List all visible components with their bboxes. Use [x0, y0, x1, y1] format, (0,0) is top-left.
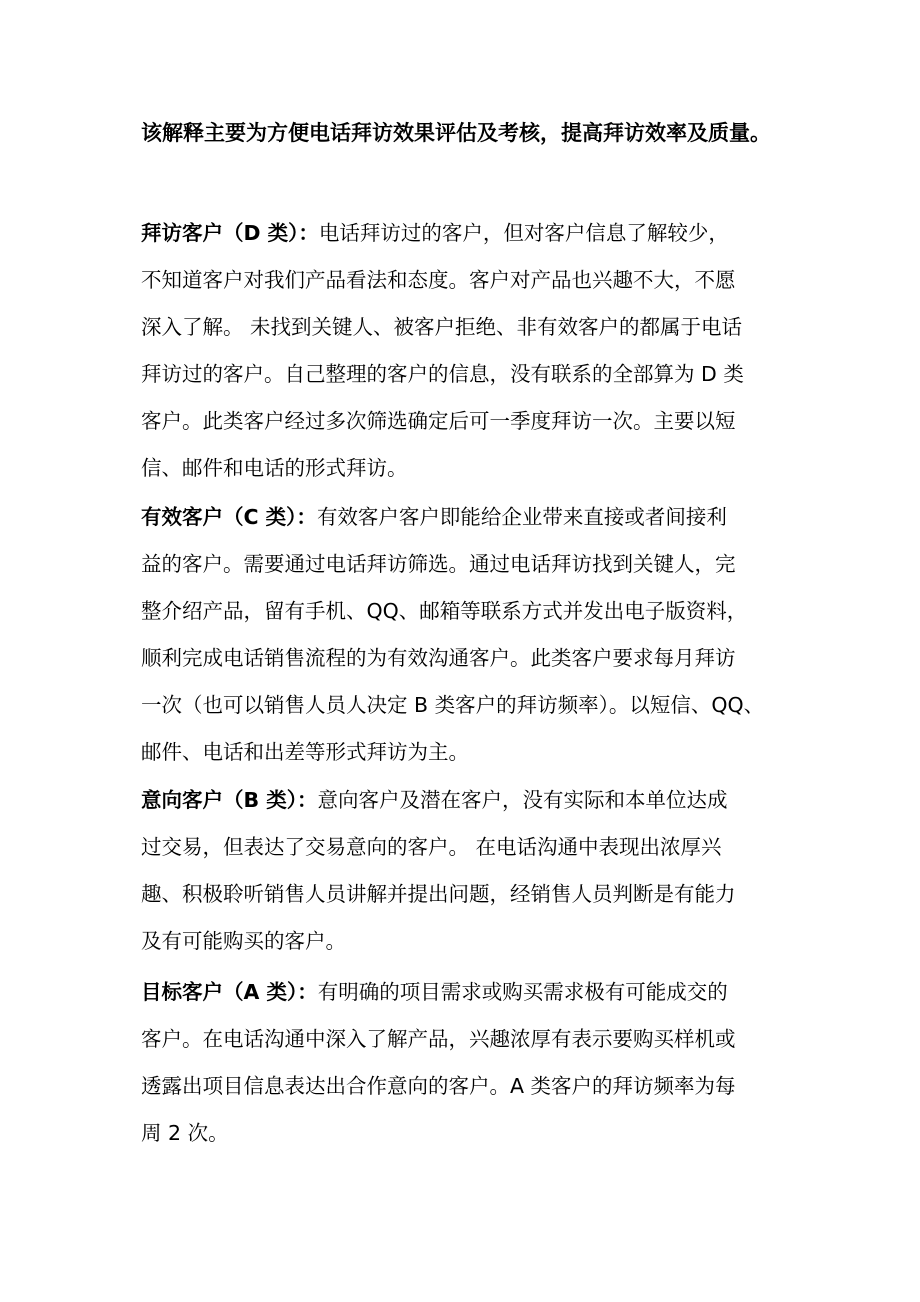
section-b-paragraph	[141, 777, 781, 965]
section-d-paragraph	[141, 210, 781, 492]
intro-heading: 该解释主要为方便电话拜访效果评估及考核，提高拜访效率及质量。	[141, 121, 771, 145]
section-c-line-5: 一次（也可以销售人员人决定 B 类客户的拜访频率）。以短信、QQ、	[141, 693, 765, 717]
section-a-line-3: 透露出项目信息表达出合作意向的客户。A 类客户的拜访频率为每	[141, 1074, 736, 1098]
section-b-line-1	[141, 777, 781, 824]
section-c-line-4: 顺利完成电话销售流程的为有效沟通客户。此类客户要求每月拜访	[141, 646, 736, 670]
section-d-line-2: 不知道客户对我们产品看法和态度。客户对产品也兴趣不大，不愿	[141, 268, 736, 292]
section-d-line-1	[141, 210, 781, 257]
section-c-paragraph	[141, 494, 781, 776]
section-c-line-1	[141, 494, 781, 541]
section-a-text: 有明确的项目需求或购买需求极有可能成交的	[317, 980, 728, 1004]
section-d-line-3: 深入了解。 未找到关键人、被客户拒绝、非有效客户的都属于电话	[141, 315, 743, 339]
section-b-text: 意向客户及潜在客户，没有实际和本单位达成	[317, 788, 728, 812]
section-c-line-6: 邮件、电话和出差等形式拜访为主。	[141, 740, 469, 764]
section-d-line-5: 客户。此类客户经过多次筛选确定后可一季度拜访一次。主要以短	[141, 409, 736, 433]
section-a-line-2: 客户。在电话沟通中深入了解产品，兴趣浓厚有表示要购买样机或	[141, 1027, 736, 1051]
section-a-line-4: 周 2 次。	[141, 1121, 229, 1145]
section-d-text: 电话拜访过的客户，但对客户信息了解较少，	[318, 221, 729, 245]
section-c-text: 有效客户客户即能给企业带来直接或者间接利	[316, 505, 727, 529]
section-d-term: 拜访客户（D 类）：	[141, 221, 319, 245]
section-a-line-1	[141, 969, 781, 1016]
section-c-line-2: 益的客户。需要通过电话拜访筛选。通过电话拜访找到关键人，完	[141, 552, 736, 576]
section-a-paragraph	[141, 969, 781, 1157]
section-c-line-3: 整介绍产品，留有手机、QQ、邮箱等联系方式并发出电子版资料，	[141, 599, 748, 623]
section-c-term: 有效客户（C 类）：	[141, 505, 317, 529]
section-b-term: 意向客户（B 类）：	[141, 788, 318, 812]
section-d-line-4: 拜访过的客户。自己整理的客户的信息，没有联系的全部算为 D 类	[141, 362, 744, 386]
section-a-term: 目标客户（A 类）：	[141, 980, 318, 1004]
section-b-line-2: 过交易，但表达了交易意向的客户。 在电话沟通中表现出浓厚兴	[141, 835, 722, 859]
section-b-line-4: 及有可能购买的客户。	[141, 929, 346, 953]
section-b-line-3: 趣、积极聆听销售人员讲解并提出问题，经销售人员判断是有能力	[141, 882, 736, 906]
section-d-line-6: 信、邮件和电话的形式拜访。	[141, 456, 408, 480]
